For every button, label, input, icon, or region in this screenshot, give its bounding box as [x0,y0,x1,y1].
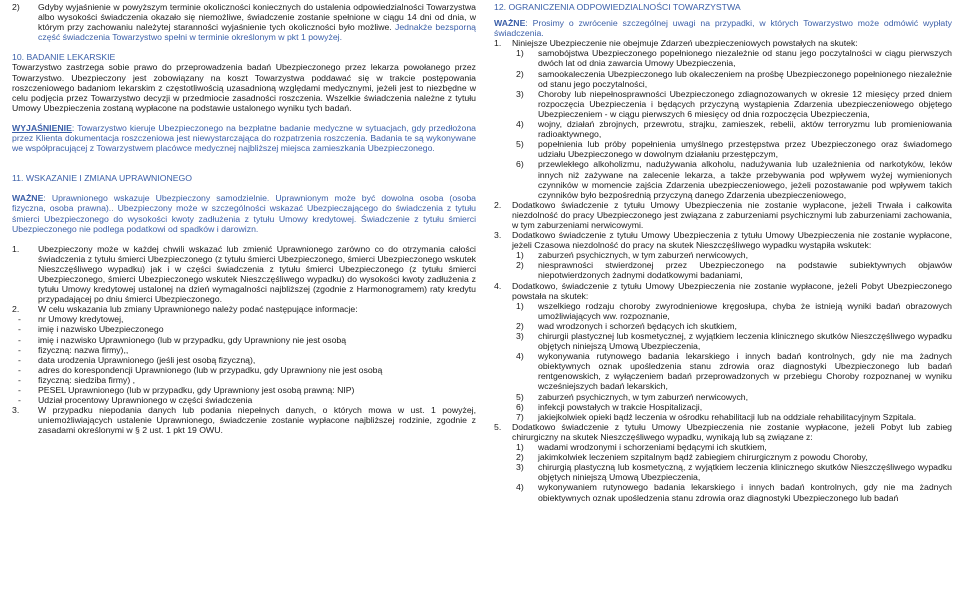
list-item-text: zaburzeń psychicznych, w tym zaburzeń nerwicowych, [538,250,749,261]
right-paragraph-5-text: Dodatkowo świadczenie z tytułu Umowy Ubezpieczenia nie zostanie wypłacone, jeżeli Pobyt lub zabieg chirurgiczny na skutek Nieszczęśliwego wypadku, wynikają lub są związane z: [512,421,952,442]
right-paragraph-5-number: 5. [494,421,502,432]
list-item-text: Choroby lub niepełnosprawności Ubezpieczonego zdiagnozowanych w okresie 12 miesięcy przed dniem rozpoczęcia Ubezpieczenia i będących przyczyną wystąpienia Zdarzenia ubezpieczeniowego objętego Ubezpieczeniem - w ciągu pierwszych 6 miesięcy od dnia rozpoczęcia Ubezpieczenia, [538,88,952,119]
list-item-text: samookaleczenia Ubezpieczonego lub okaleczeniem na prośbę Ubezpieczonego popełnionego niezależnie od stanu jego poczytalności, [538,68,952,89]
note-3-text: : Prosimy o zwrócenie szczególnej uwagi na przypadki, w których Towarzystwo może odmówić wypłaty świadczenia. [494,18,952,39]
temporary-incapacity-exclusions-list [494,250,952,280]
list-item-number: 5) [516,139,524,150]
note-2 [12,193,476,233]
list-item [494,119,952,139]
list-item-text: przewlekłego alkoholizmu, nadużywania alkoholu, nadużywania lub uzależnienia od narkotyków, leków innych niż zażywane na zalecenie lekarza, a także przebywania pod wpływem wyżej wymienionych czynników w momencie zajścia Zdarzenia ubezpieczeniowego, jeżeli pozostawanie pod wpływem takich czynników było bezpośrednią przyczyną danego Zdarzenia ubezpieczeniowego, [538,159,952,200]
section-11-title: 11. WSKAZANIE I ZMIANA UPRAWNIONEGO [12,173,193,184]
list-item [494,301,952,321]
list-item-number: 5) [516,391,524,402]
list-item-number: 6) [516,159,524,170]
list-item [494,412,952,422]
dash-list-item [12,365,476,375]
dash-list-item [12,395,476,405]
list-item [494,392,952,402]
section-10-text: Towarzystwo zastrzega sobie prawo do przeprowadzenia badań Ubezpieczonego przez lekarza powołanego przez Towarzystwo. Ubezpieczony jest zobowiązany na koszt Towarzystwa poddawać się w trakcie postępowania roszczeniowego badaniom lekarskim z częstotliwością uzasadnioną względami medycznymi, jeżeli jest to niezbędne w celu podjęcia przez Towarzystwo decyzji w przedmiocie zasadności roszczenia. Wszelkie świadczenia należne z tytułu Umowy Ubezpieczenia zostaną wypłacone na podstawie ustalonego wyniku tych badań. [12,62,476,113]
list-item-text: samobójstwa Ubezpieczonego popełnionego niezależnie od stanu jego poczytalności w ciągu pierwszych dwóch lat od dnia zawarcia Umowy Ubezpieczenia, [538,48,952,69]
dash-list-item [12,335,476,345]
dash-list-item [12,314,476,324]
dash-list-item [12,345,476,355]
dash-marker: - [18,364,21,375]
list-item-number: 2) [516,452,524,463]
dash-list-item-text: nr Umowy kredytowej, [38,314,124,325]
note-3 [494,18,952,38]
list-item [494,331,952,351]
list-item-number: 2) [516,260,524,271]
right-paragraph-5 [494,422,952,442]
list-item-number: 7) [516,411,524,422]
list-item-text: wad wrodzonych i schorzeń będących ich skutkiem, [538,320,737,331]
dash-list-item-text: adres do korespondencji Uprawnionego (lub w przypadku, gdy Uprawniony nie jest osobą [38,364,383,375]
right-paragraph-2-text: Dodatkowo świadczenie z tytułu Umowy Ubezpieczenia nie zostanie wypłacone, jeżeli Trwała i całkowita niezdolność do pracy Ubezpieczonego jest związana z zaburzeniami psychicznymi lub zaburzeniami zachowania, w tym zaburzeniami nerwicowymi. [512,199,952,230]
paragraph-1-number: 1. [12,243,20,254]
item-2-text: Gdyby wyjaśnienie w powyższym terminie okoliczności koniecznych do ustalenia odpowiedzialności Towarzystwa albo wysokości świadczenia okazało się niemożliwe, świadczenie zostanie spełnione w ciągu 14 dni od dnia, w którym przy zachowaniu należytej staranności wyjaśnienie tych okoliczności było możliwe. [38,2,476,33]
list-item [494,351,952,391]
list-item-number: 1) [516,300,524,311]
right-column [494,2,952,503]
list-item [494,462,952,482]
list-item-text: infekcji powstałych w trakcie Hospitalizacji, [538,401,703,412]
list-item-number: 3) [516,462,524,473]
exclusions-list [494,48,952,199]
list-item-number: 1) [516,250,524,261]
list-item-text: wszelkiego rodzaju choroby zwyrodnieniowe kręgosłupa, chyba że istnieją wyniki badań obrazowych umożliwiających ww. rozpoznanie, [538,300,952,321]
list-item-number: 2) [516,68,524,79]
paragraph-3-number: 3. [12,405,20,416]
dash-marker: - [18,354,21,365]
dash-list-item [12,375,476,385]
list-item [494,48,952,68]
dash-marker: - [18,334,21,345]
list-item [494,402,952,412]
list-item-text: jakiejkolwiek opieki bądź leczenia w ośrodku rehabilitacji lub na oddziale rehabilitacyjnym Szpitala. [538,411,917,422]
surgery-exclusions-list [494,442,952,503]
dash-list-item-text: PESEL Uprawnionego (lub w przypadku, gdy Uprawniony jest osobą prawną: NIP) [38,385,355,395]
right-paragraph-1 [494,38,952,48]
dash-marker: - [18,344,21,355]
list-item-number: 3) [516,88,524,99]
dash-marker: - [18,374,21,385]
dash-list-item-text: data urodzenia Uprawnionego (jeśli jest osobą fizyczną), [38,354,256,365]
dash-list [12,314,476,405]
list-item [494,159,952,199]
note-1-label: WYJAŚNIENIE [12,122,72,133]
list-item [494,69,952,89]
item-2-paragraph [12,2,476,42]
list-item-text: wykonywaniem rutynowego badania lekarskiego i innych badań kontrolnych, gdy nie ma żadnych obiektywnych oznak upośledzenia stanu zdrowia oraz diagnostyki Ubezpieczonego lub badań [538,482,952,503]
note-3-label: WAŻNE [494,18,526,29]
right-paragraph-1-text: Niniejsze Ubezpieczenie nie obejmuje Zdarzeń ubezpieczeniowych powstałych na skutek: [512,38,858,49]
note-1-text: : Towarzystwo kieruje Ubezpieczonego na bezpłatne badanie medyczne w sytuacjach, gdy przedłożona przez Klienta dokumentacja roszczeniowa jest niewystarczająca do rozpatrzenia roszczenia. Badania te są wykonywane we współpracującej z Towarzystwem placówce medycznej najbliższej miejsca zamieszkania Ubezpieczonego. [12,122,476,154]
list-item-number: 4) [516,119,524,130]
list-item-text: popełnienia lub próby popełnienia umyślnego przestępstwa przez Ubezpieczonego oraz świadomego udziału Ubezpieczonego w dowolnym działaniu przestępczym, [538,139,952,160]
list-item-text: zaburzeń psychicznych, w tym zaburzeń nerwicowych, [538,391,749,402]
list-item [494,260,952,280]
dash-list-item [12,355,476,365]
list-item-number: 1) [516,442,524,453]
paragraph-1-text: Ubezpieczony może w każdej chwili wskazać lub zmienić Uprawnionego zarówno co do otrzymania całości świadczenia z tytułu śmierci Ubezpieczonego (z tytułu śmierci Ubezpieczonego, śmierci Ubezpieczonego wskutek Nieszczęśliwego wypadku) jak i w części świadczenia z tytułu śmierci Ubezpieczonego (z tytułu śmierci Ubezpieczonego, śmierci Ubezpieczonego wskutek Nieszczęśliwego wypadku) do wysokości kwoty zadłużenia z tytułu Umowy kredytowej ustalonej na dzień wymagalności najbliższej (zgodnie z Harmonogramem) raty kredytu przypadającej po dniu śmierci Ubezpieczonego. [38,243,476,305]
list-item [494,250,952,260]
right-paragraph-3 [494,230,952,250]
list-item-text: niesprawności stwierdzonej przez Ubezpieczonego na podstawie subiektywnych objawów niepotwierdzonych żadnymi dodatkowymi badaniami, [538,260,952,281]
item-2-number: 2) [12,2,20,12]
item-2-text-highlight: Jednakże bezsporną część świadczenia Towarzystwo spełni w terminie określonym w pkt 1 powyżej. [38,22,476,43]
dash-list-item [12,385,476,395]
dash-marker: - [18,395,21,406]
list-item [494,321,952,331]
list-item-number: 3) [516,331,524,341]
list-item-text: chirurgii plastycznej lub kosmetycznej, z wyjątkiem leczenia klinicznego skutków Nieszczęśliwego wypadku objętych niniejszą Umową Ubezpieczenia, [538,331,952,352]
right-paragraph-3-text: Dodatkowo świadczenie z tytułu Umowy Ubezpieczenia z tytułu Umowy Ubezpieczenia nie zostanie wypłacone, jeżeli Czasowa niezdolność do pracy na skutek Nieszczęśliwego wypadku wystąpiła wskutek: [512,230,952,251]
left-column [12,2,476,435]
paragraph-2-text: W celu wskazania lub zmiany Uprawnionego należy podać następujące informacje: [38,304,358,315]
right-paragraph-4-number: 4. [494,280,502,291]
list-item-number: 2) [516,320,524,331]
right-paragraph-4 [494,281,952,301]
right-paragraph-4-text: Dodatkowo, świadczenie z tytułu Umowy Ubezpieczenia nie zostanie wypłacone, jeżeli Pobyt Ubezpieczonego powstała na skutek: [512,280,952,301]
list-item-text: jakimkolwiek leczeniem szpitalnym bądź zabiegiem chirurgicznym z powodu Choroby, [538,452,868,463]
note-2-label: WAŻNE [12,193,44,204]
dash-marker: - [18,314,21,325]
section-10-title: 10. BADANIE LEKARSKIE [12,52,116,63]
dash-list-item-text: fizyczną: nazwa firmy),, [38,344,129,355]
note-2-text: : Uprawnionego wskazuje Ubezpieczony samodzielnie. Uprawnionym może być dowolna osoba (osoba fizyczna, osoba prawna).. Ubezpieczony może w szczególności wskazać Ubezpieczającego do świadczenia z tytułu śmierci Ubezpieczonego do wysokości kwoty zadłużenia z tytułu Umowy kredytowej. Świadczenie z tytułu śmierci Ubezpieczonego nie podlega podatkowi od spadków i darowizn. [12,193,476,234]
dash-marker: - [18,385,21,395]
right-paragraph-3-number: 3. [494,230,502,241]
note-1 [12,123,476,153]
list-item-text: chirurgią plastyczną lub kosmetyczną, z wyjątkiem leczenia klinicznego skutków Nieszczęśliwego wypadku objętych niniejszą Umową Ubezpieczenia, [538,462,952,483]
right-paragraph-2 [494,200,952,230]
paragraph-3-text: W przypadku niepodania danych lub podania niepełnych danych, o których mowa w ust. 1 powyżej, uniemożliwiających ustalenie Uprawnionego, świadczenie zostanie wypłacone najbliższej rodzinie, zgodnie z zasadami określonymi w § 2 ust. 1 pkt 19 OWU. [38,405,476,436]
paragraph-2-number: 2. [12,304,20,315]
list-item-text: wadami wrodzonymi i schorzeniami będącymi ich skutkiem, [538,442,767,453]
section-12-title: 12. OGRANICZENIA ODPOWIEDZIALNOŚCI TOWARZYSTWA [494,2,741,12]
list-item [494,482,952,502]
dash-list-item-text: Udział procentowy Uprawnionego w części świadczenia [38,395,253,406]
dash-marker: - [18,324,21,335]
paragraph-1 [12,244,476,305]
list-item-number: 1) [516,48,524,59]
list-item [494,442,952,452]
list-item-number: 6) [516,401,524,412]
list-item-text: wykonywania rutynowego badania lekarskiego i innych badań kontrolnych, gdy nie ma żadnych obiektywnych oznak upośledzenia stanu zdrowia oraz diagnostyki Ubezpieczonego lub badań rentgenowskich, z wyłączeniem badań przeprowadzonych w przebiegu Choroby rozpoznanej w wyniku wcześniejszych badań lekarskich, [538,351,952,392]
right-paragraph-2-number: 2. [494,199,502,210]
hospital-stay-exclusions-list [494,301,952,422]
list-item [494,89,952,119]
list-item [494,452,952,462]
list-item-number: 4) [516,351,524,362]
right-paragraph-1-number: 1. [494,38,502,49]
list-item-number: 4) [516,482,524,493]
dash-list-item [12,324,476,334]
list-item [494,139,952,159]
dash-list-item-text: imię i nazwisko Uprawnionego (lub w przypadku, gdy Uprawniony nie jest osobą [38,334,347,345]
dash-list-item-text: fizyczną: siedziba firmy) , [38,374,136,385]
list-item-text: wojny, działań zbrojnych, przewrotu, strajku, zamieszek, rebelii, aktów terroryzmu lub promieniowania radioaktywnego, [538,119,952,140]
paragraph-2 [12,304,476,314]
dash-list-item-text: imię i nazwisko Ubezpieczonego [38,324,164,335]
paragraph-3 [12,405,476,435]
